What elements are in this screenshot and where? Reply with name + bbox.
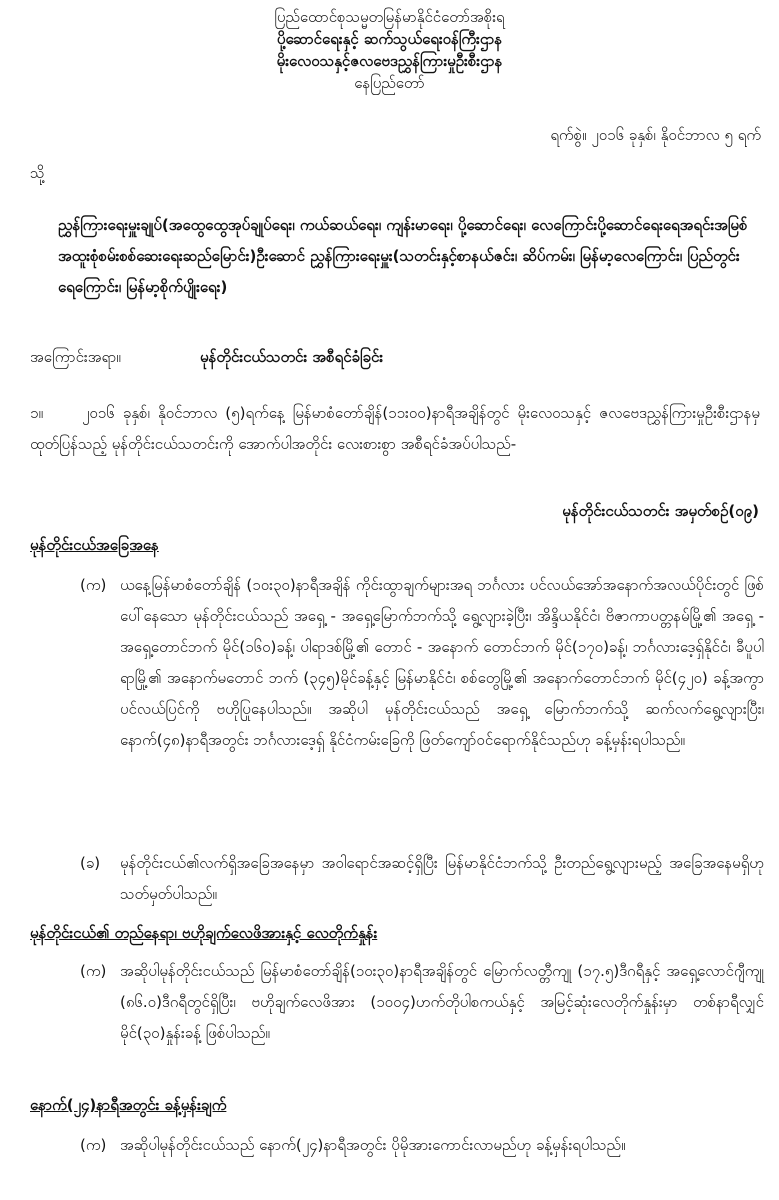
list-item — [80, 1130, 764, 1161]
document-date: ရက်စွဲ။ ၂၀၁၆ ခုနှစ်၊ နိုဝင်ဘာလ ၅ ရက် — [550, 126, 761, 144]
government-name: ပြည်ထောင်စုသမ္မတမြန်မာနိုင်ငံတော်အစိုးရ — [274, 8, 505, 26]
list-item-text: အဆိုပါမုန်တိုင်းငယ်သည် နောက်(၂၄)နာရီအတွင်း ပိုမိုအားကောင်းလာမည်ဟု ခန့်မှန်းရပါသည်။ — [120, 1136, 626, 1154]
list-item-text: မုန်တိုင်းငယ်၏လက်ရှိအခြေအနေမှာ အဝါရောင်အဆင့်ရှိပြီး မြန်မာနိုင်ငံဘက်သို့ ဦးတည်ရွေ့လျားမည့် အခြေအနေမရှိဟု သတ်မှတ်ပါသည်။ — [120, 854, 764, 903]
paragraph-number: ၁။ — [30, 404, 43, 422]
section-heading-24h-forecast: နောက်(၂၄)နာရီအတွင်း ခန့်မှန်းချက် — [30, 1096, 227, 1114]
paragraph-text: ၂၀၁၆ ခုနှစ်၊ နိုဝင်ဘာလ (၅)ရက်နေ့ မြန်မာစံတော်ချိန်(၁၁း၀၀)နာရီအချိန်တွင် မိုးလေဝသနှင့် ဇလဗေဒညွှန်ကြားမှုဦးစီးဌာနမှ ထုတ်ပြန်သည့် မုန်တိုင်းငယ်သတင်းကို အောက်ပါအတိုင်း လေးစားစွာ အစီရင်ခံအပ်ပါသည်- — [30, 404, 760, 453]
section-heading-location-pressure-wind: မုန်တိုင်းငယ်၏ တည်နေရာ၊ ဗဟိုချက်လေဖိအားနှင့် လေတိုက်နှုန်း — [30, 924, 378, 942]
list-marker: (ခ) — [80, 854, 101, 872]
letterhead — [0, 6, 779, 94]
bulletin-number: မုန်တိုင်းငယ်သတင်း အမှတ်စဉ်(၀၉) — [562, 502, 759, 520]
to-label: သို့ — [30, 164, 45, 182]
department-name: မိုးလေဝသနှင့်ဇလဗေဒညွှန်ကြားမှုဦးစီးဌာန — [276, 52, 503, 70]
list-marker: (က) — [80, 576, 107, 594]
ministry-name: ပို့ဆောင်ရေးနှင့် ဆက်သွယ်ရေးဝန်ကြီးဌာန — [276, 30, 503, 48]
list-marker: (က) — [80, 962, 107, 980]
subject-label: အကြောင်းအရာ။ — [30, 348, 121, 366]
list-item — [80, 956, 764, 1049]
list-item — [80, 570, 764, 756]
section-heading-storm-status: မုန်တိုင်းငယ်အခြေအနေ — [30, 536, 159, 554]
list-marker: (က) — [80, 1136, 107, 1154]
city-name: နေပြည်တော် — [354, 74, 425, 92]
list-item-text: အဆိုပါမုန်တိုင်းငယ်သည် မြန်မာစံတော်ချိန်(၁၀း၃၀)နာရီအချိန်တွင် မြောက်လတ္တီကျု (၁၇.၅)ဒီဂရီနှင့် အရှေ့လောင်ဂျီကျု (၈၆.၀)ဒီဂရီတွင်ရှိပြီး၊ ဗဟိုချက်လေဖိအား (၁၀၀၄)ဟက်တိုပါစကယ်နှင့် အမြင့်ဆုံးလေတိုက်နှုန်းမှာ တစ်နာရီလျှင် မိုင်(၃၀)နှုန်းခန့် ဖြစ်ပါသည်။ — [120, 962, 764, 1042]
subject-text: မုန်တိုင်းငယ်သတင်း အစီရင်ခံခြင်း — [200, 348, 384, 366]
list-item — [80, 848, 764, 910]
paragraph-1 — [30, 398, 760, 460]
recipients-block: ညွှန်ကြားရေးမှူးချုပ်(အထွေထွေအုပ်ချုပ်ရေး၊ ကယ်ဆယ်ရေး၊ ကျန်းမာရေး၊ ပို့ဆောင်ရေး၊ လေကြောင်းပို့ဆောင်ရေးရေအရင်းအမြစ်အထူးစုံစမ်းစစ်ဆေးရေးဆည်မြောင်း)ဦးဆောင် ညွှန်ကြားရေးမှူး(သတင်းနှင့်စာနယ်ဇင်း၊ ဆိပ်ကမ်း၊ မြန်မာ့လေကြောင်း၊ ပြည်တွင်းရေကြောင်း၊ မြန်မာ့စိုက်ပျိုးရေး) — [58, 216, 748, 296]
subject-row — [30, 348, 750, 370]
list-item-text: ယနေ့မြန်မာစံတော်ချိန် (၁၀း၃၀)နာရီအချိန် ကိုင်းထွာချက်များအရ ဘင်္ဂလား ပင်လယ်အော်အနောက်အလယ်ပိုင်းတွင် ဖြစ်ပေါ်နေသော မုန်တိုင်းငယ်သည် အရှေ့ - အရှေ့မြောက်ဘက်သို့ ရွေ့လျားခဲ့ပြီး၊ အိန္ဒိယနိုင်ငံ၊ ဗိဇာကာပတ္တနမ်မြို့၏ အရှေ့ - အရှေ့တောင်ဘက် မိုင်(၁၆၀)ခန့်၊ ပါရာဒစ်မြို့၏ တောင် - အနောက် တောင်ဘက် မိုင်(၁၇၀)ခန့်၊ ဘင်္ဂလားဒေ့ရှ်နိုင်ငံ၊ ခီပူပါရာမြို့၏ အနောက်မတောင် ဘက် (၃၄၅)မိုင်ခန့်နှင့် မြန်မာနိုင်ငံ၊ စစ်တွေမြို့၏ အနောက်တောင်ဘက် မိုင်(၄၂၀) ခန့်အကွာ ပင်လယ်ပြင်ကို ဗဟိုပြုနေပါသည်။ အဆိုပါ မုန်တိုင်းငယ်သည် အရှေ့ မြောက်ဘက်သို့ ဆက်လက်ရွေ့လျားပြီး၊ နောက်(၄၈)နာရီအတွင်း ဘင်္ဂလားဒေ့ရှ် နိုင်ငံကမ်းခြေကို ဖြတ်ကျော်ဝင်ရောက်နိုင်သည်ဟု ခန့်မှန်းရပါသည်။ — [120, 576, 764, 749]
